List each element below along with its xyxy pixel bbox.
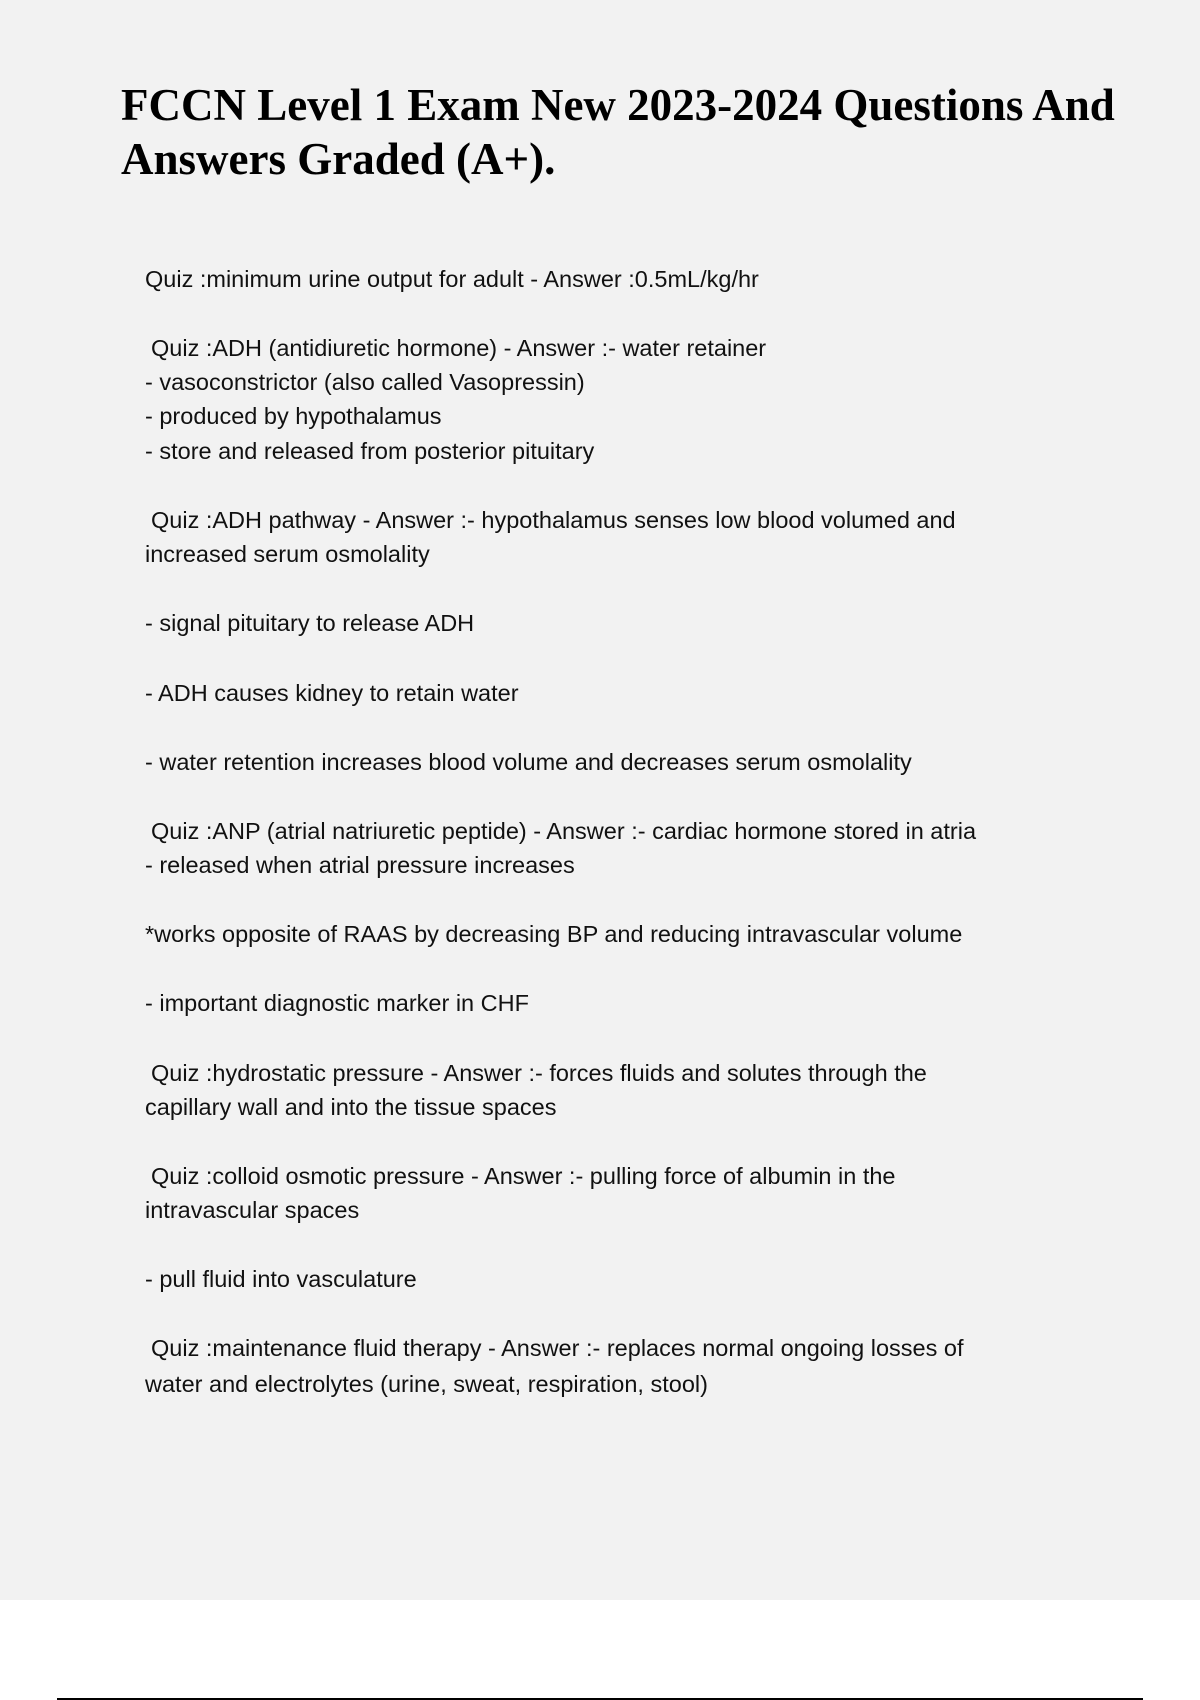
text-line: - important diagnostic marker in CHF xyxy=(145,990,529,1016)
title-line-2: Answers Graded (A+). xyxy=(121,134,556,184)
text-line: increased serum osmolality xyxy=(145,541,430,567)
text-line: - store and released from posterior pituitary xyxy=(145,438,595,464)
text-line: *works opposite of RAAS by decreasing BP and reducing intravascular volume xyxy=(145,921,963,947)
text-line: - vasoconstrictor (also called Vasopressin) xyxy=(145,369,585,395)
title-line-1: FCCN Level 1 Exam New 2023-2024 Questions And xyxy=(121,80,1115,130)
text-line: - signal pituitary to release ADH xyxy=(145,610,475,636)
text-line: - ADH causes kidney to retain water xyxy=(145,680,519,706)
text-line: intravascular spaces xyxy=(145,1197,360,1223)
text-line: Quiz :colloid osmotic pressure - Answer :- pulling force of albumin in the xyxy=(151,1163,896,1189)
text-line: Quiz :minimum urine output for adult - Answer :0.5mL/kg/hr xyxy=(145,266,759,292)
text-line: - water retention increases blood volume and decreases serum osmolality xyxy=(145,749,912,775)
text-line: - pull fluid into vasculature xyxy=(145,1266,417,1292)
text-line: water and electrolytes (urine, sweat, respiration, stool) xyxy=(145,1371,708,1397)
page-title xyxy=(121,78,1196,186)
text-line: Quiz :ADH (antidiuretic hormone) - Answer :- water retainer xyxy=(151,335,767,361)
text-line: capillary wall and into the tissue spaces xyxy=(145,1094,557,1120)
text-line: Quiz :hydrostatic pressure - Answer :- forces fluids and solutes through the xyxy=(151,1060,927,1086)
text-line: - produced by hypothalamus xyxy=(145,403,442,429)
text-line: Quiz :maintenance fluid therapy - Answer :- replaces normal ongoing losses of xyxy=(151,1335,964,1361)
text-line: - released when atrial pressure increases xyxy=(145,852,575,878)
text-line: Quiz :ADH pathway - Answer :- hypothalamus senses low blood volumed and xyxy=(151,507,956,533)
text-line: Quiz :ANP (atrial natriuretic peptide) - Answer :- cardiac hormone stored in atria xyxy=(151,818,977,844)
